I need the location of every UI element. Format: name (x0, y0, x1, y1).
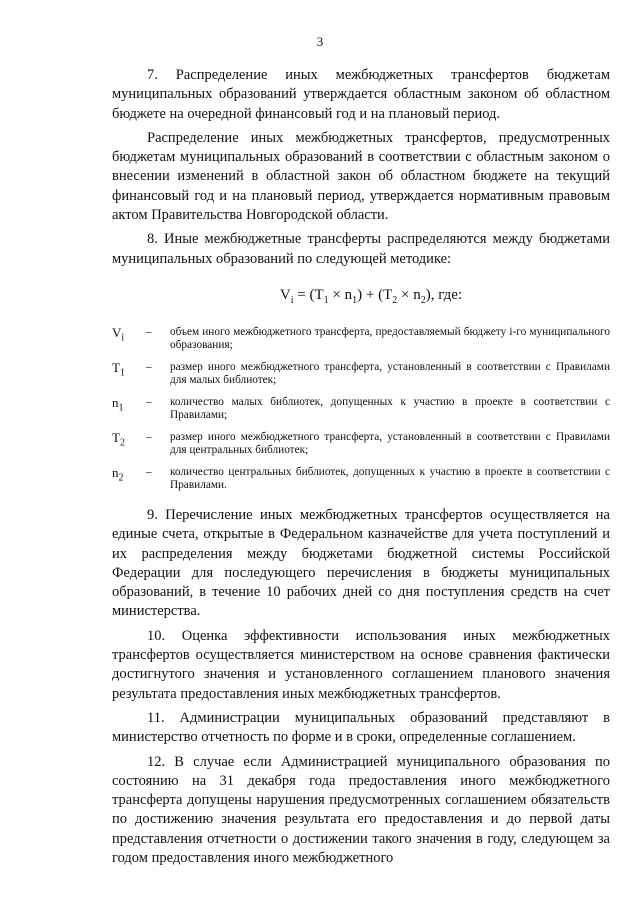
legend-item (112, 466, 610, 492)
legend-dash: – (146, 395, 152, 408)
formula-lhs: $V_i$ (279, 286, 294, 306)
paragraph-7: 7. Распределение иных межбюджетных трансфертов бюджетам муниципальных образований утверждается областным законом об областном бюджете на очередной финансовый год и на плановый период. (112, 67, 610, 122)
legend-text: размер иного межбюджетного трансферта, установленный в соответствии с Правилами для малых библиотек; (170, 360, 610, 386)
formula: $V_i = (T_1 \times n_1) + (T_2 \times n_2)$, где: (279, 286, 463, 306)
formula-suffix: , где: (430, 286, 463, 303)
paragraph-8: 8. Иные межбюджетные трансферты распределяются между бюджетами муниципальных образований по следующей методике: (112, 231, 610, 267)
paragraph-distribution: Распределение иных межбюджетных трансфертов, предусмотренных бюджетам муниципальных образований в соответствии с областным законом о внесении изменений в областной закон об областном бюджете на текущий финансовый год и на плановый период, утверждается нормативным правовым актом Правительства Новгородской области. (112, 129, 610, 224)
paragraph-12: 12. В случае если Администрацией муниципального образования по состоянию на 31 декабря года предоставления иного межбюджетного трансферта допущены нарушения предусмотренных соглашением обязательств по достижению значения результата его предоставления и до первой даты представления отчетности о достижении такого значения в году, следующем за годом предоставления иного межбюджетного (112, 753, 610, 867)
legend-text: количество малых библиотек, допущенных к участию в проекте в соответствии с Правилами; (170, 395, 610, 421)
legend-item (112, 396, 610, 422)
legend-text: количество центральных библиотек, допущенных к участию в проекте в соответствии с Правилами. (170, 465, 610, 491)
page-number: 3 (316, 34, 324, 49)
formula-n2: $n_2$ (413, 286, 426, 306)
legend-symbol: $T_1$ (112, 359, 125, 379)
paragraph-10: 10. Оценка эффективности использования иных межбюджетных трансфертов осуществляется министерством на основе сравнения фактически достигнутого значения и установленного соглашением планового значения результата предоставления иных межбюджетных трансфертов. (112, 627, 610, 702)
legend-dash: – (146, 430, 152, 443)
formula-t2: $T_2$ (383, 286, 398, 306)
legend-item (112, 431, 610, 457)
paragraph-9: 9. Перечисление иных межбюджетных трансфертов осуществляется на единые счета, открытые в Федеральном казначействе для учета поступлений и их распределения между бюджетами бюджетной системы Российской Федерации для последующего перечисления в бюджеты муниципальных образований, в течение 10 рабочих дней со дня поступления средств на счет министерства. (112, 506, 610, 620)
legend-symbol: $V_i$ (112, 324, 125, 344)
legend-dash: – (146, 465, 152, 478)
legend-dash: – (146, 360, 152, 373)
legend-symbol: $T_2$ (112, 429, 125, 449)
legend-item (112, 326, 610, 352)
legend-dash: – (146, 325, 152, 338)
formula-t1: $T_1$ (314, 286, 329, 306)
formula-legend (112, 326, 610, 492)
legend-symbol: $n_2$ (112, 464, 124, 484)
document-body (112, 66, 610, 873)
formula-n1: $n_1$ (344, 286, 358, 306)
legend-item (112, 361, 610, 387)
paragraph-11: 11. Администрации муниципальных образований представляют в министерство отчетность по форме и в сроки, определенные соглашением. (112, 709, 610, 746)
legend-symbol: $n_1$ (112, 394, 124, 414)
legend-text: размер иного межбюджетного трансферта, установленный в соответствии с Правилами для центральных библиотек; (170, 430, 610, 456)
legend-text: объем иного межбюджетного трансферта, предоставляемый бюджету i-го муниципального образования; (170, 325, 610, 351)
